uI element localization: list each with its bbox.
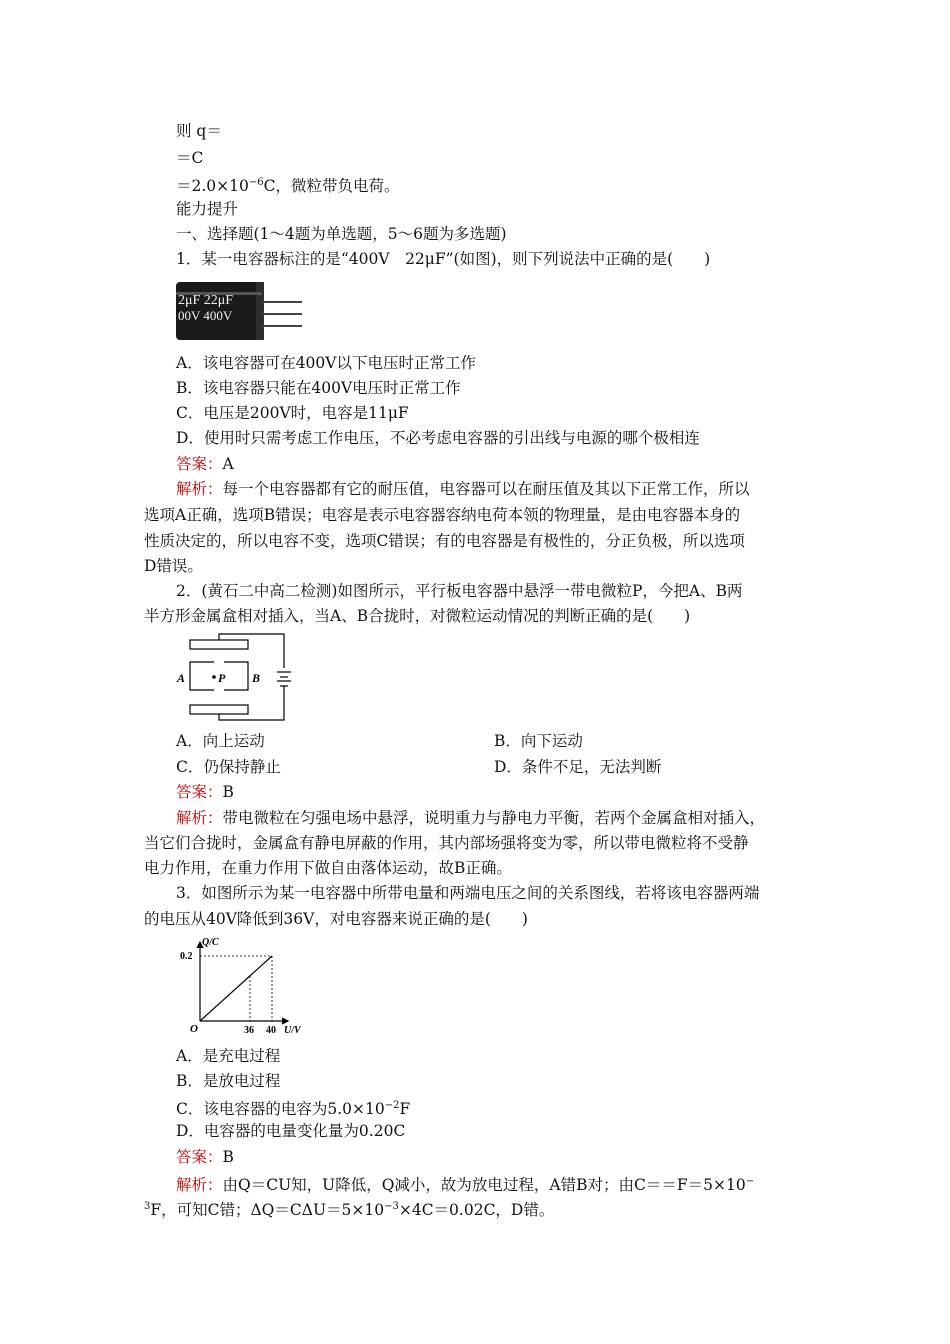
y-tick-label: 0.2 (180, 951, 193, 962)
capacitor-label-top: 2μF 22μF (178, 293, 234, 308)
analysis-text: 当它们合拢时，金属盒有静电屏蔽的作用，其内部场强将变为零，所以带电微粒将不受静 (144, 834, 749, 852)
question-3-stem: 3．如图所示为某一电容器中所带电量和两端电压之间的关系图线，若将该电容器两端 (176, 884, 760, 902)
analysis-label: 解析： (176, 1176, 223, 1194)
text-line (176, 173, 400, 196)
analysis-text: 每一个电容器都有它的耐压值，电容器可以在耐压值及其以下正常工作，所以 (222, 480, 750, 498)
text-fragment: ＝2.0×10 (176, 177, 249, 195)
answer-label: 答案： (176, 1148, 223, 1166)
answer (176, 1147, 234, 1167)
question-2-stem: 2．(黄石二中高二检测)如图所示，平行板电容器中悬浮一带电微粒P，今把A、B两 (176, 582, 743, 600)
option: D．条件不足，无法判断 (494, 758, 662, 776)
analysis-text: 选项A正确，选项B错误；电容是表示电容器容纳电荷本领的物理量，是由电容器本身的 (144, 506, 741, 524)
answer-label: 答案： (176, 783, 223, 801)
analysis-label: 解析： (176, 809, 223, 827)
answer-value: B (222, 783, 234, 801)
text-line: ＝C (176, 149, 204, 167)
analysis (176, 479, 750, 499)
analysis-text (144, 1197, 554, 1220)
capacitor-label-bottom: 00V 400V (178, 308, 233, 323)
text-fragment: C．该电容器的电容为5.0×10 (176, 1100, 385, 1118)
origin-label: O (190, 1023, 198, 1035)
analysis (176, 1172, 754, 1195)
answer-label: 答案： (176, 455, 223, 473)
x-tick-label: 40 (266, 1025, 276, 1036)
option: A．是充电过程 (176, 1047, 281, 1065)
series-line (200, 956, 272, 1021)
analysis-text: 由Q＝CU知，U降低，Q减小，故为放电过程，A错B对；由C＝＝F＝5×10 (222, 1176, 746, 1194)
answer-value: A (222, 455, 234, 473)
text-line: 则 q＝ (176, 122, 222, 140)
option: C．电压是200V时，电容是11μF (176, 404, 409, 422)
x-tick-label: 36 (244, 1025, 254, 1036)
option: B．是放电过程 (176, 1072, 281, 1090)
superscript: −3 (384, 1201, 399, 1212)
answer-value: B (222, 1148, 234, 1166)
y-axis-label: Q/C (202, 937, 219, 948)
q-u-graph-svg (176, 936, 316, 1036)
superscript: − (745, 1176, 755, 1187)
superscript: −2 (384, 1100, 400, 1111)
answer (176, 454, 234, 474)
analysis-label: 解析： (176, 480, 223, 498)
capacitor-circuit-diagram (176, 632, 296, 722)
x-axis-label: U/V (284, 1025, 301, 1036)
analysis-text: 电力作用，在重力作用下做自由落体运动，故B正确。 (144, 859, 512, 877)
analysis-text: D错误。 (144, 557, 203, 575)
question-2-stem: 半方形金属盒相对插入，当A、B合拢时，对微粒运动情况的判断正确的是( ) (144, 607, 691, 625)
option (176, 1096, 410, 1119)
option: B．该电容器只能在400V电压时正常工作 (176, 379, 461, 397)
option: B．向下运动 (494, 732, 583, 750)
text-fragment: F (399, 1100, 411, 1118)
option: A．向上运动 (176, 732, 265, 750)
analysis-text: 带电微粒在匀强电场中悬浮，说明重力与静电力平衡，若两个金属盒相对插入， (222, 809, 766, 827)
label-b: B (252, 671, 261, 685)
option: D．使用时只需考虑工作电压，不必考虑电容器的引出线与电源的哪个极相连 (176, 429, 700, 447)
answer (176, 782, 234, 802)
option: A．该电容器可在400V以下电压时正常工作 (176, 354, 476, 372)
text-fragment: F，可知C错；ΔQ＝CΔU＝5×10 (150, 1201, 385, 1219)
superscript: 3 (144, 1201, 151, 1212)
text-fragment: ×4C＝0.02C，D错。 (398, 1201, 555, 1219)
section-title: 能力提升 (176, 200, 239, 218)
option: C．仍保持静止 (176, 758, 281, 776)
capacitor-photo (176, 280, 302, 342)
label-p: P (218, 671, 226, 685)
metal-box-diagram (176, 632, 296, 722)
superscript: −6 (248, 177, 264, 188)
analysis (176, 808, 765, 828)
option: D．电容器的电量变化量为0.20C (176, 1122, 406, 1140)
section-subtitle: 一、选择题(1～4题为单选题，5～6题为多选题) (176, 225, 507, 243)
question-3-stem: 的电压从40V降低到36V，对电容器来说正确的是( ) (144, 910, 528, 928)
label-a: A (177, 671, 186, 685)
q-u-graph (176, 936, 316, 1036)
capacitor-image (176, 280, 302, 342)
analysis-text: 性质决定的，所以电容不变，选项C错误；有的电容器是有极性的，分正负极，所以选项 (144, 532, 745, 550)
question-1-stem: 1．某一电容器标注的是“400V 22μF”(如图)，则下列说法中正确的是( ) (176, 250, 711, 268)
text-fragment: C，微粒带负电荷。 (263, 177, 400, 195)
